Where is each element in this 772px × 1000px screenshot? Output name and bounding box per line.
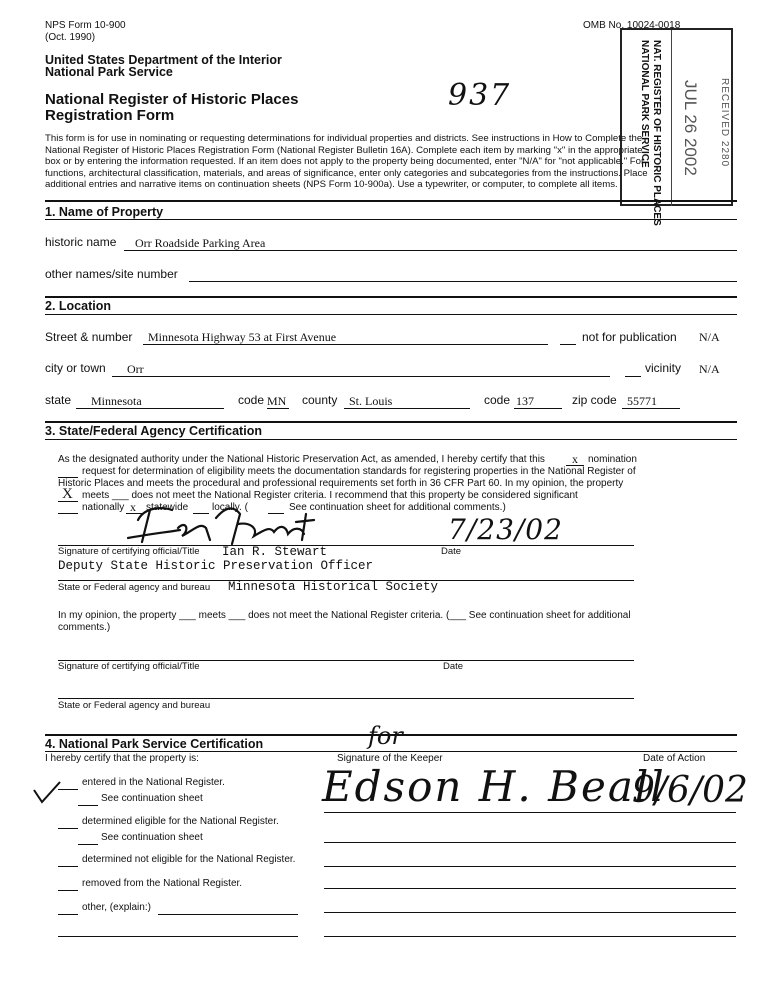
keeper-signature-handwritten: Edson H. Beall [322, 762, 666, 811]
action-date-handwritten: 9/6/02 [632, 770, 748, 811]
not-for-publication-label: not for publication [582, 330, 677, 344]
nationally-mark[interactable]: x [130, 500, 136, 514]
section1-top-rule [45, 200, 737, 202]
section2-bottom-rule [45, 314, 737, 315]
county-line [344, 408, 470, 409]
agency2-line [58, 698, 634, 699]
form-number: NPS Form 10-900 [45, 20, 126, 31]
city-value[interactable]: Orr [127, 362, 144, 376]
eligible-blank [58, 828, 78, 829]
removed-label: removed from the National Register. [82, 878, 243, 889]
date-label: Date [441, 546, 462, 557]
certification-line3: Historic Places and meets the procedural and professional requirements set forth in 36 CFR Part 60. In my opinion, the property [58, 478, 624, 489]
not-for-publication-value[interactable]: N/A [699, 330, 720, 344]
section3-top-rule [45, 421, 737, 423]
other-names-label: other names/site number [45, 267, 178, 281]
see-cont-1-blank [78, 805, 98, 806]
state-value[interactable]: Minnesota [91, 394, 142, 408]
section3-bottom-rule [45, 439, 737, 440]
state-code-label: code [238, 393, 265, 407]
form-title-line1: National Register of Historic Places [45, 91, 299, 108]
form-date: (Oct. 1990) [45, 32, 96, 43]
zip-value[interactable]: 55771 [627, 394, 657, 408]
signature-label: Signature of certifying official/Title [58, 546, 200, 557]
not-for-publication-blank [560, 344, 576, 345]
section3-heading: 3. State/Federal Agency Certification [45, 424, 262, 438]
county-label: county [302, 393, 338, 407]
see-continuation-1: See continuation sheet [101, 793, 203, 804]
entered-check-icon [30, 780, 70, 810]
agency-label: State or Federal agency and bureau [58, 582, 211, 593]
section2-heading: 2. Location [45, 299, 111, 313]
historic-name-label: historic name [45, 235, 117, 249]
certification-line4: meets ___ does not meet the National Register criteria. I recommend that this property be considered significant [82, 490, 578, 501]
historic-name-line [124, 250, 737, 251]
determined-not-eligible-label: determined not eligible for the National Register. [82, 854, 296, 865]
see-cont-2-blank [78, 844, 98, 845]
omb-number: OMB No. 10024-0018 [583, 20, 681, 31]
agency-name: National Park Service [45, 65, 173, 79]
determined-eligible-label: determined eligible for the National Register. [82, 816, 279, 827]
nationally-blank [58, 513, 78, 514]
keeper-line-1 [324, 812, 736, 813]
opinion-line1: In my opinion, the property ___ meets ___ does not meet the National Register criteria. (___ See continuation sheet for additional [58, 610, 631, 621]
county-code-value[interactable]: 137 [516, 394, 534, 408]
keeper-line-3 [324, 866, 736, 867]
certification-line1: As the designated authority under the National Historic Preservation Act, as amended, I hereby certify that this [58, 454, 545, 465]
date2-label: Date [443, 661, 464, 672]
keeper-certify-text: I hereby certify that the property is: [45, 753, 199, 764]
agency2-label: State or Federal agency and bureau [58, 700, 211, 711]
signature-title[interactable]: Deputy State Historic Preservation Officer [58, 559, 374, 573]
street-label: Street & number [45, 330, 133, 344]
statewide-label: statewide [146, 502, 189, 513]
section1-heading: 1. Name of Property [45, 205, 164, 219]
not-eligible-blank [58, 866, 78, 867]
vicinity-blank [625, 376, 641, 377]
intro-instructions: This form is for use in nominating or requesting determinations for individual properties and districts. See instructions in How to Complete the National Register of Historic Places Registration Form (National Register Bulletin 16A). Complete each item by marking "x" in the appropriate box or by entering the information requested. If an item does not apply to the property being documented, enter "N/A" for "not applicable." For functions, architectural classification, materials, and areas of significance, enter only categories and subcategories from the instructions. Place additional entries and narrative items on continuation sheets (NPS Form 10-900a). Use a typewriter, or computer, to complete all items. [45, 133, 648, 190]
historic-name-value[interactable]: Orr Roadside Parking Area [135, 236, 266, 250]
state-label: state [45, 393, 72, 407]
section2-top-rule [45, 296, 737, 298]
section4-bottom-rule [45, 751, 737, 752]
other-explain-line[interactable] [158, 914, 298, 915]
certification-line2: request for determination of eligibility meets the documentation standards for registering properties in the National Register of [82, 466, 636, 477]
signature2-label: Signature of certifying official/Title [58, 661, 200, 672]
state-line [76, 408, 224, 409]
continuation-text: See continuation sheet for additional comments.) [289, 502, 506, 513]
state-code-line [267, 408, 289, 409]
vicinity-value[interactable]: N/A [699, 362, 720, 376]
county-value[interactable]: St. Louis [349, 394, 393, 408]
other-names-line [189, 281, 737, 282]
section1-bottom-rule [45, 219, 737, 220]
county-code-line [514, 408, 562, 409]
keeper-signature-label: Signature of the Keeper [337, 753, 443, 764]
signature-name[interactable]: Ian R. Stewart [222, 545, 328, 559]
zip-line [622, 408, 680, 409]
see-continuation-2: See continuation sheet [101, 832, 203, 843]
certification-date-handwritten: 7/23/02 [448, 513, 563, 546]
stamp-received: RECEIVED 2280 [719, 78, 730, 168]
keeper-line-4 [324, 888, 736, 889]
removed-blank [58, 890, 78, 891]
street-line [143, 344, 548, 345]
stamp-text-nps: NATIONAL PARK SERVICE [639, 40, 650, 168]
locally-label: locally. ( [212, 502, 248, 513]
keeper-line-2 [324, 842, 736, 843]
vicinity-label: vicinity [645, 361, 682, 375]
other-explain-line-2[interactable] [58, 936, 298, 937]
nomination-mark[interactable]: x [572, 452, 578, 466]
other-blank [58, 914, 78, 915]
section4-heading: 4. National Park Service Certification [45, 737, 264, 751]
keeper-for-handwritten: for [368, 722, 403, 750]
zip-label: zip code [572, 393, 617, 407]
county-code-label: code [484, 393, 511, 407]
city-label: city or town [45, 361, 106, 375]
meets-blank [58, 501, 78, 502]
form-title-line2: Registration Form [45, 107, 175, 124]
stamp-date: JUL 26 2002 [681, 80, 700, 176]
nationally-label: nationally [82, 502, 125, 513]
stamp-text-register: NAT. REGISTER OF HISTORIC PLACES [651, 40, 662, 226]
other-label: other, (explain:) [82, 902, 151, 913]
entered-label: entered in the National Register. [82, 777, 225, 788]
keeper-line-6 [324, 936, 736, 937]
meets-mark[interactable]: X [62, 486, 73, 502]
nomination-label: nomination [588, 454, 637, 465]
department-name: United States Department of the Interior [45, 53, 282, 67]
street-value[interactable]: Minnesota Highway 53 at First Avenue [148, 330, 337, 344]
state-code-value[interactable]: MN [267, 394, 287, 408]
opinion-line2: comments.) [58, 622, 111, 633]
received-stamp [620, 28, 733, 226]
agency-value[interactable]: Minnesota Historical Society [228, 580, 439, 594]
city-line [112, 376, 610, 377]
handwritten-reference-number: 937 [448, 78, 512, 113]
entered-blank [58, 789, 78, 790]
keeper-line-5 [324, 912, 736, 913]
date-of-action-label: Date of Action [643, 753, 706, 764]
